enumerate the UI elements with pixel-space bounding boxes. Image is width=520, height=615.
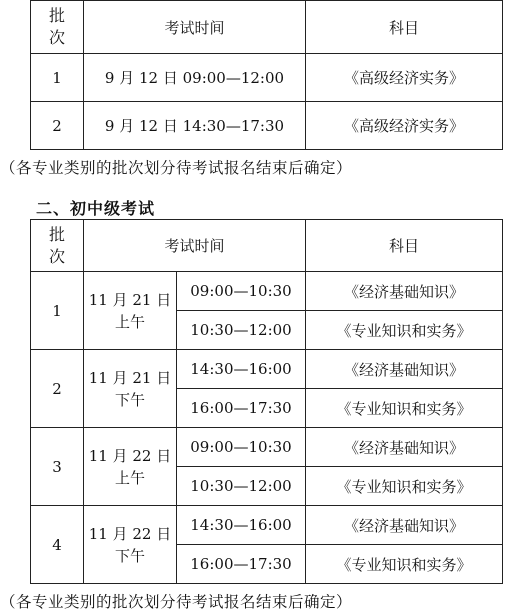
session-time: 09:00—10:30 [177, 428, 306, 467]
period-text: 上午 [114, 468, 145, 487]
senior-batch-note: （各专业类别的批次划分待考试报名结束后确定） [0, 159, 353, 177]
header-exam-time: 考试时间 [84, 1, 306, 54]
senior-exam-table [30, 0, 503, 150]
period-text: 下午 [114, 390, 145, 409]
time-cell: 9 月 12 日 09:00—12:00 [84, 54, 306, 102]
session-time: 16:00—17:30 [177, 389, 306, 428]
header-batch-text: 批 次 [48, 224, 65, 266]
period-text: 下午 [114, 546, 145, 565]
batch-cell: 2 [31, 350, 84, 428]
header-exam-time: 考试时间 [84, 220, 306, 272]
session-time: 10:30—12:00 [177, 311, 306, 350]
subject-cell: 《专业知识和实务》 [306, 389, 503, 428]
time-cell: 9 月 12 日 14:30—17:30 [84, 102, 306, 150]
session-time: 09:00—10:30 [177, 272, 306, 311]
batch-cell: 3 [31, 428, 84, 506]
date-cell [84, 272, 177, 350]
junior-intermediate-exam-table [30, 219, 503, 584]
section-title: 二、初中级考试 [36, 199, 156, 218]
subject-cell: 《经济基础知识》 [306, 506, 503, 545]
subject-cell: 《高级经济实务》 [306, 102, 503, 150]
date-text: 11 月 21 日 [88, 368, 172, 387]
subject-cell: 《专业知识和实务》 [306, 545, 503, 584]
junior-batch-note: （各专业类别的批次划分待考试报名结束后确定） [0, 593, 353, 611]
subject-cell: 《专业知识和实务》 [306, 467, 503, 506]
session-time: 14:30—16:00 [177, 506, 306, 545]
batch-cell: 2 [31, 102, 84, 150]
subject-cell: 《高级经济实务》 [306, 54, 503, 102]
date-text: 11 月 21 日 [88, 290, 172, 309]
date-cell [84, 350, 177, 428]
session-time: 10:30—12:00 [177, 467, 306, 506]
subject-cell: 《经济基础知识》 [306, 272, 503, 311]
header-batch [31, 1, 84, 54]
header-batch-text: 批 次 [48, 6, 65, 47]
batch-cell: 1 [31, 54, 84, 102]
date-text: 11 月 22 日 [88, 446, 172, 465]
subject-cell: 《经济基础知识》 [306, 350, 503, 389]
batch-cell: 4 [31, 506, 84, 584]
subject-cell: 《专业知识和实务》 [306, 311, 503, 350]
date-text: 11 月 22 日 [88, 524, 172, 543]
header-batch [31, 220, 84, 272]
batch-cell: 1 [31, 272, 84, 350]
header-subject: 科目 [306, 220, 503, 272]
header-subject: 科目 [306, 1, 503, 54]
session-time: 14:30—16:00 [177, 350, 306, 389]
subject-cell: 《经济基础知识》 [306, 428, 503, 467]
date-cell [84, 428, 177, 506]
period-text: 上午 [114, 312, 145, 331]
date-cell [84, 506, 177, 584]
session-time: 16:00—17:30 [177, 545, 306, 584]
